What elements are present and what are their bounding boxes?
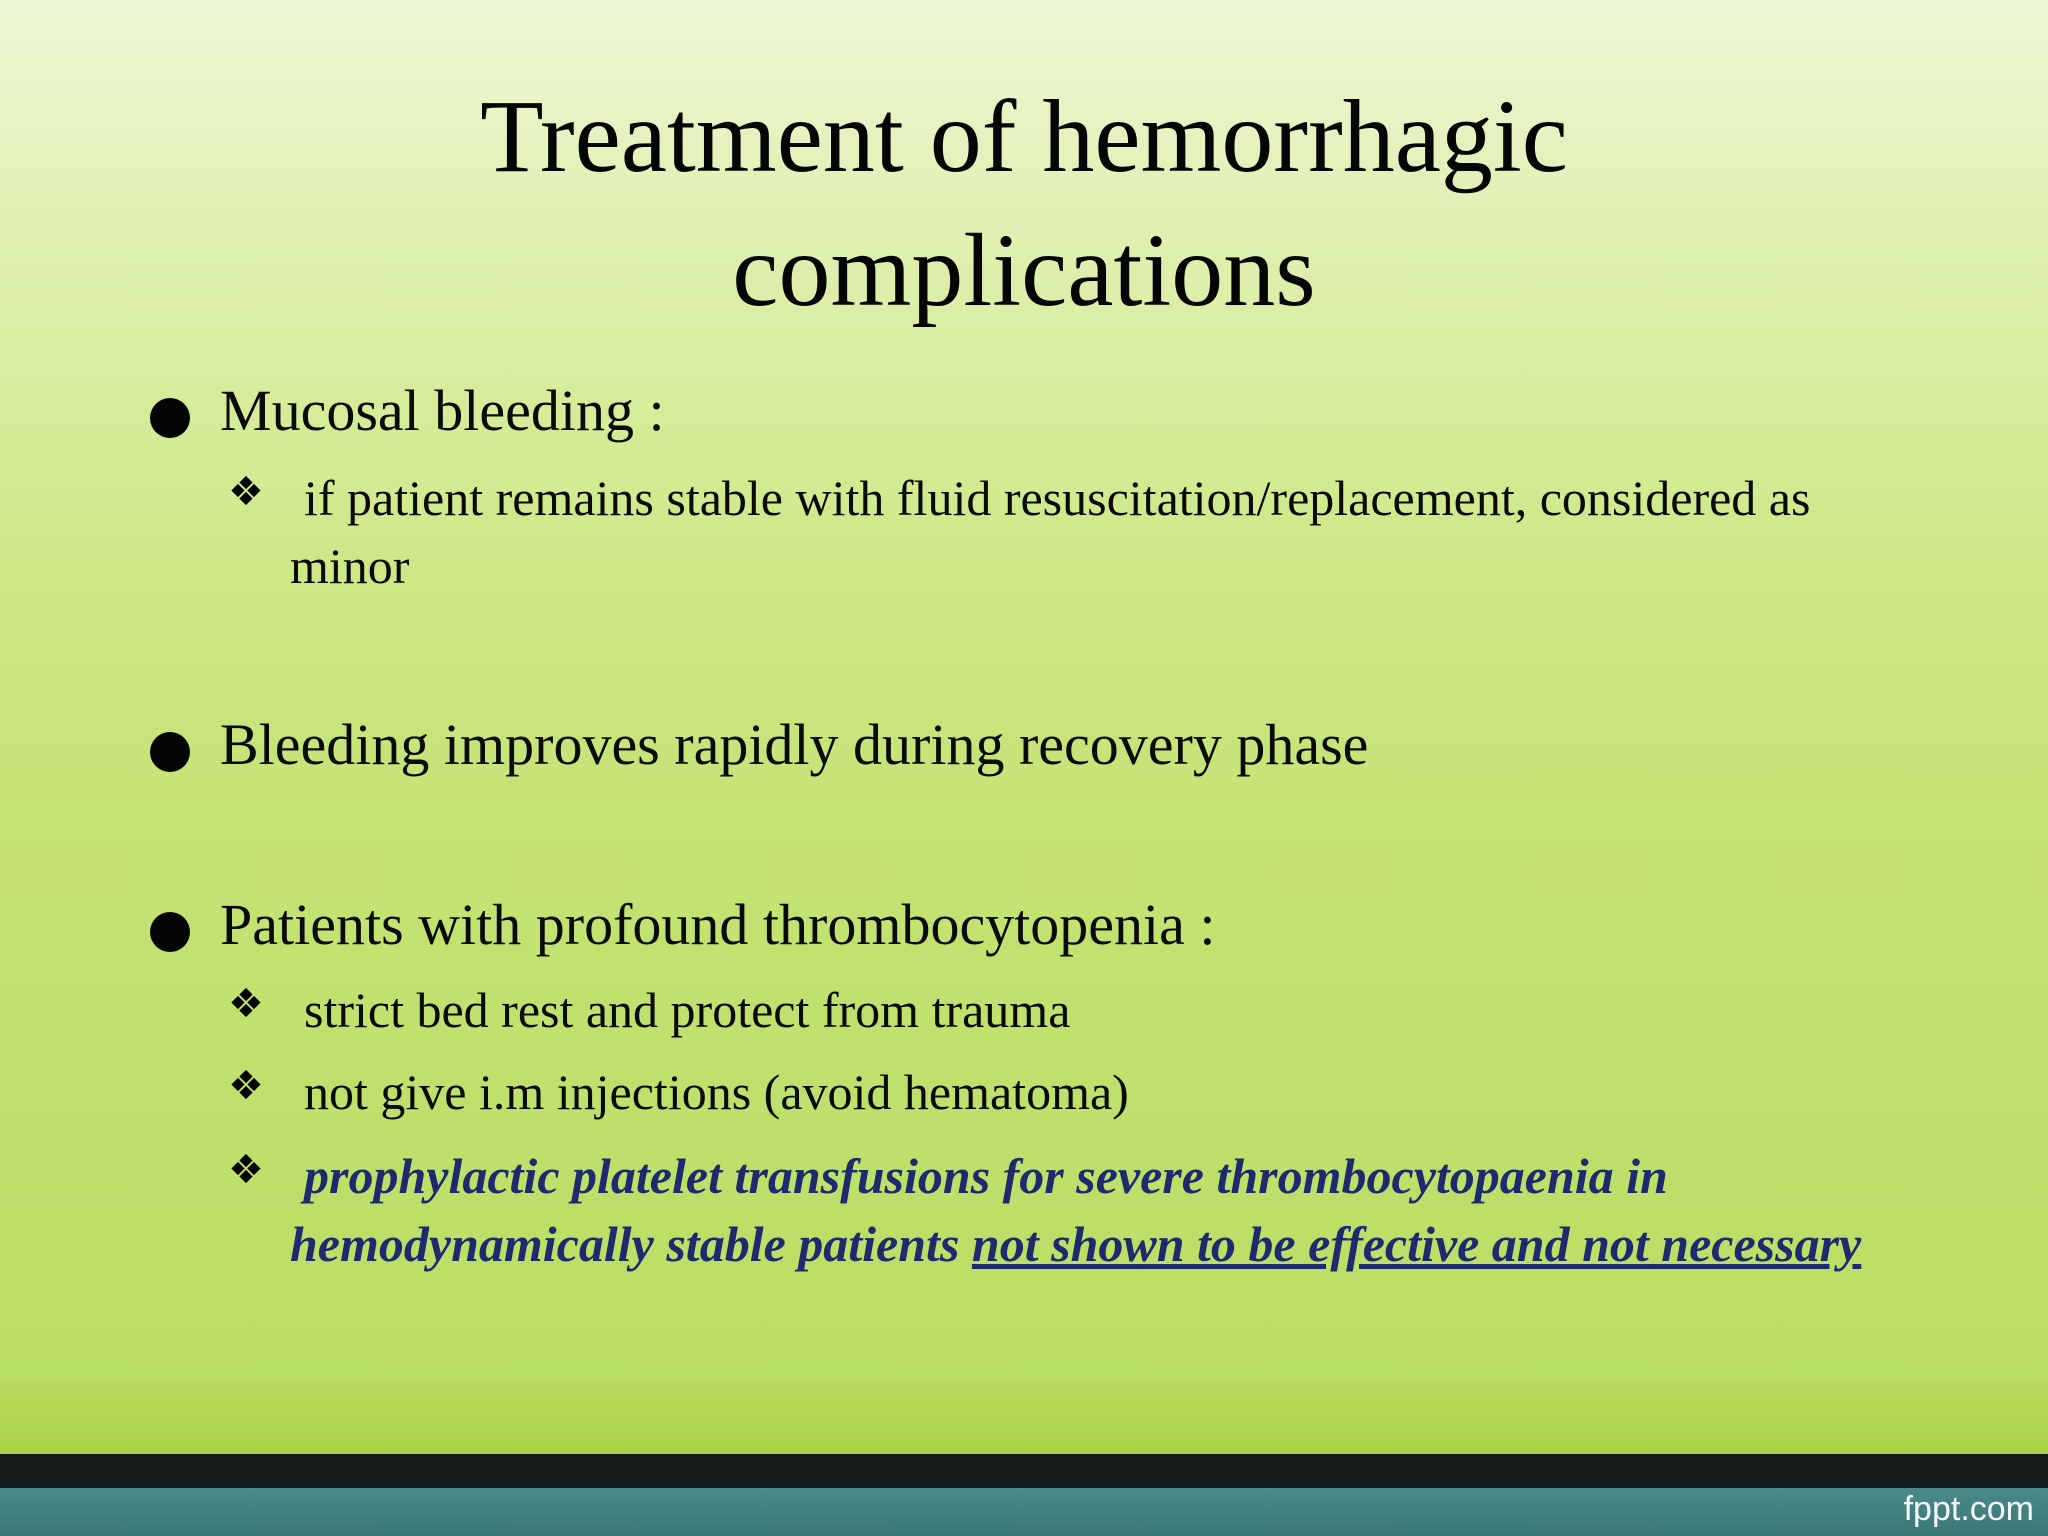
sub-bullet-text: if patient remains stable with fluid resuscitation/replacement, considered as minor xyxy=(290,470,1811,594)
diamond-bullet-icon: ❖ xyxy=(228,981,264,1027)
sub-bullet-bed-rest xyxy=(228,976,1878,1044)
slide-title-line-2: complications xyxy=(732,213,1316,328)
slide-title xyxy=(0,70,2048,338)
sub-bullet-text: strict bed rest and protect from trauma xyxy=(304,982,1071,1038)
diamond-bullet-icon: ❖ xyxy=(228,1147,264,1193)
sub-bullet-emphasis-text xyxy=(290,1142,1878,1278)
diamond-bullet-icon: ❖ xyxy=(228,469,264,515)
bullet-text: Patients with profound thrombocytopenia : xyxy=(220,892,1216,957)
sub-bullet-no-im-injections xyxy=(228,1058,1878,1126)
bullet-text: Mucosal bleeding : xyxy=(220,378,665,443)
sub-bullet-minor-bleeding xyxy=(228,464,1878,600)
watermark: fppt.com xyxy=(1903,1490,2034,1528)
slide-title-line-1: Treatment of hemorrhagic xyxy=(480,79,1568,194)
bullet-dot-icon xyxy=(150,912,190,952)
footer-band xyxy=(0,1382,2048,1454)
diamond-bullet-icon: ❖ xyxy=(228,1063,264,1109)
emphasis-plain-text: prophylactic platelet transfusions for severe thrombocytopaenia in hemodynamically stable patients xyxy=(290,1148,1668,1272)
footer-teal-bar xyxy=(0,1488,2048,1536)
footer-dark-bar xyxy=(0,1454,2048,1488)
bullet-dot-icon xyxy=(150,732,190,772)
emphasis-underlined-text: not shown to be effective and not necessary xyxy=(971,1216,1862,1272)
bullet-text: Bleeding improves rapidly during recovery phase xyxy=(220,712,1369,777)
sub-bullet-platelet-transfusions xyxy=(228,1142,1878,1278)
sub-bullet-text: not give i.m injections (avoid hematoma) xyxy=(304,1064,1129,1120)
bullet-dot-icon xyxy=(150,398,190,438)
